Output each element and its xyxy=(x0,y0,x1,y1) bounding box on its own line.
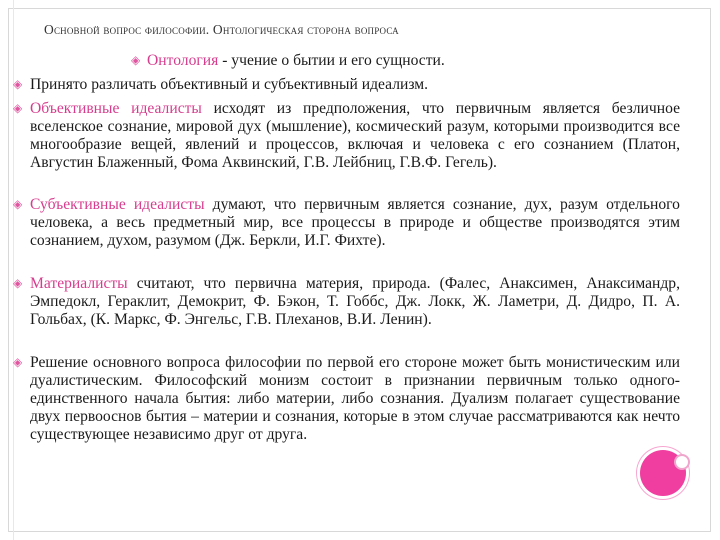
item-highlight: Онтология xyxy=(147,52,219,69)
diamond-bullet-icon: ◈ xyxy=(13,276,23,290)
small-circle-icon xyxy=(674,454,690,470)
diamond-bullet-icon: ◈ xyxy=(13,197,23,211)
list-item xyxy=(30,76,680,94)
diamond-bullet-icon: ◈ xyxy=(13,77,23,91)
item-highlight: Материалисты xyxy=(30,275,128,292)
item-highlight: Объективные идеалисты xyxy=(30,100,202,117)
item-text: Принято различать объективный и субъективный идеализм. xyxy=(30,76,429,93)
diamond-bullet-icon: ◈ xyxy=(13,355,23,369)
list-item xyxy=(30,100,680,172)
list-item xyxy=(30,354,680,444)
item-text: исходят из предположения, что первичным является безличное вселенское сознание, мировой дух (мышление), космический разум, которыми производится все многообразие вещей, явлений и процессов, включая и человека с его сознанием (Платон, Августин Блаженный, Фома Аквинский, Г.В. Лейбниц, Г.В.Ф. Гегель). xyxy=(30,100,680,171)
diamond-bullet-icon: ◈ xyxy=(131,53,141,67)
item-text: думают, что первичным является сознание, дух, разум отдельного человека, а весь предметный мир, все процессы в природе и обществе производятся этим сознанием, духом, разумом (Дж. Беркли, И.Г. Фихте). xyxy=(30,196,680,249)
item-text: Решение основного вопроса философии по первой его стороне может быть монистическим или дуалистическим. Философский монизм состоит в признании первичным только одного-единственного начала бытия: либо материи, либо сознания. Дуализм полагает существование двух первооснов бытия – материи и сознания, которые в этом случае рассматриваются как нечто существующее независимо друг от друга. xyxy=(30,354,680,443)
diamond-bullet-icon: ◈ xyxy=(13,101,23,115)
item-text: - учение о бытии и его сущности. xyxy=(218,52,445,69)
slide-title: Основной вопрос философии. Онтологическая сторона вопроса xyxy=(44,22,399,37)
list-item xyxy=(30,275,680,329)
item-highlight: Субъективные идеалисты xyxy=(30,196,205,213)
list-item xyxy=(30,196,680,250)
item-text: считают, что первична материя, природа. (Фалес, Анаксимен, Анаксимандр, Эмпедокл, Гераклит, Демокрит, Ф. Бэкон, Т. Гоббс, Дж. Локк, Ж. Ламетри, Д. Дидро, П. А. Гольбах, (К. Маркс, Ф. Энгельс, Г.В. Плеханов, В.И. Ленин). xyxy=(30,275,680,328)
list-item xyxy=(147,52,667,70)
